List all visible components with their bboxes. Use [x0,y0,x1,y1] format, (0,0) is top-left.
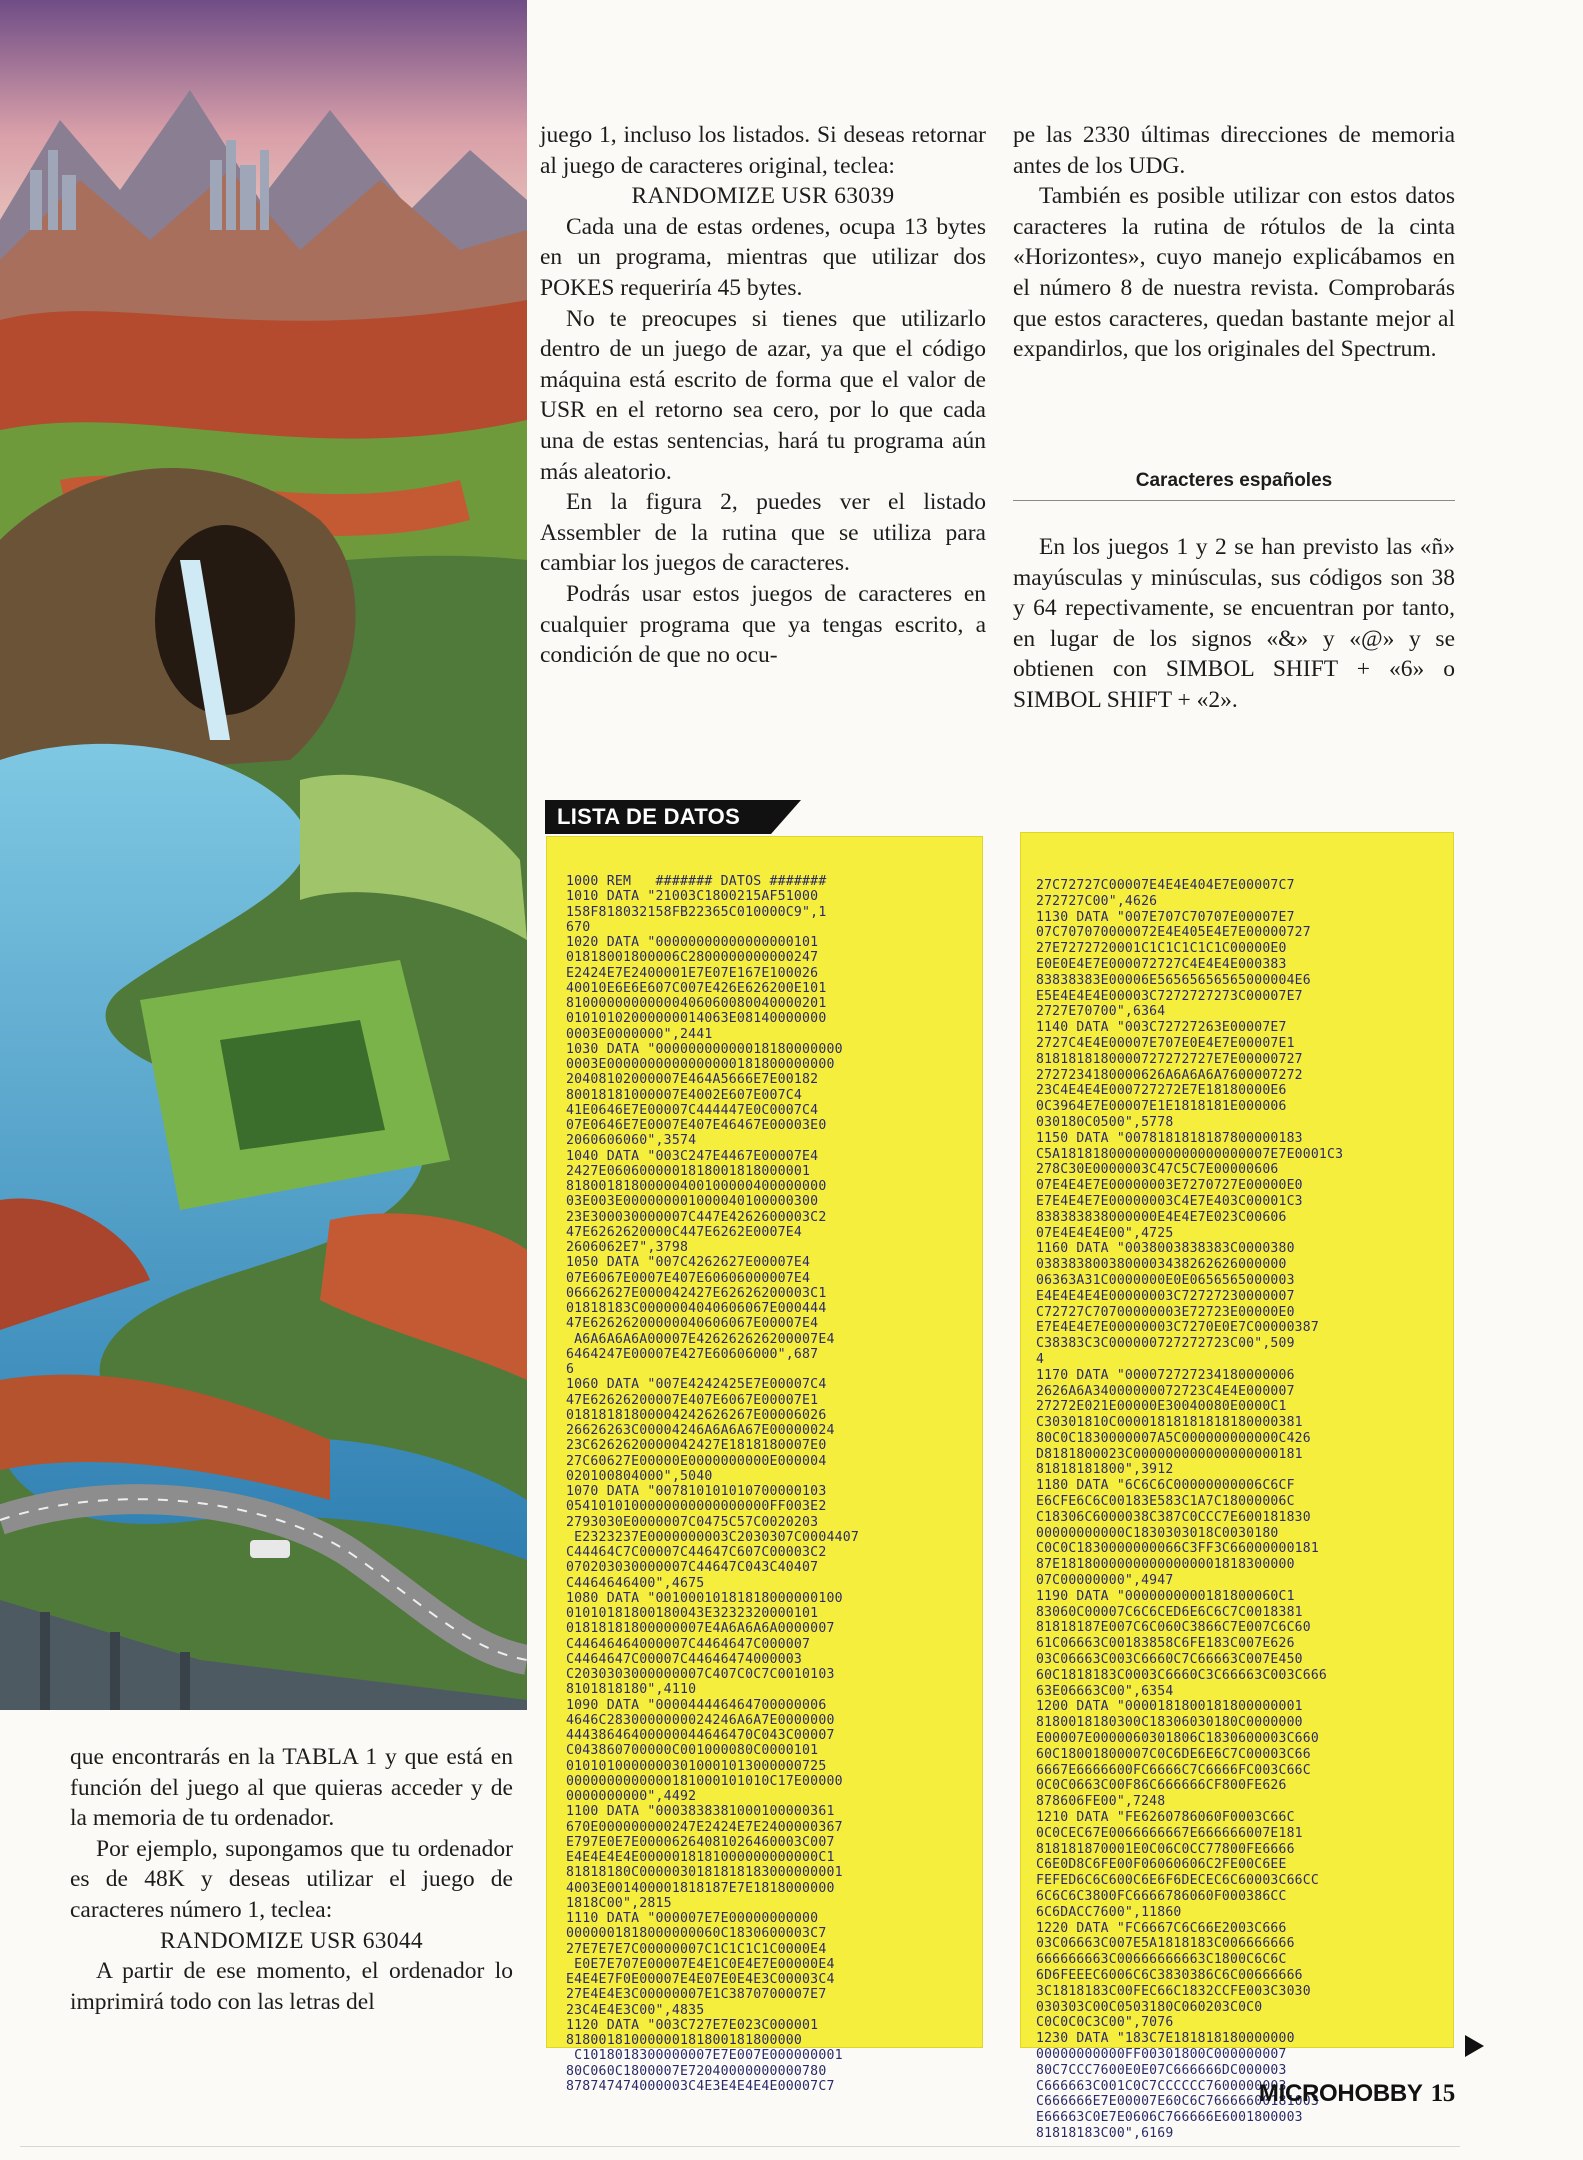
code-line: RANDOMIZE USR 63039 [631,183,895,210]
column-d [1013,532,1455,716]
paragraph: A partir de ese momento, el ordenador lo imprimirá todo con las letras del [70,1958,513,2015]
bottom-rule [20,2146,1460,2147]
paragraph: Cada una de estas ordenes, ocupa 13 bytes en un programa, mientras que utilizar dos POKES requeriría 45 bytes. [540,213,986,301]
column-a [540,120,986,671]
column-c [70,1742,513,2017]
column-b [1013,120,1455,365]
landscape-artwork [0,0,527,1710]
listing-code: 1000 REM ####### DATOS ####### 1010 DATA "21003C1800215AF51000 158F818032158FB22365C010000C9",1 670 1020 DATA "00000000000000000101 01818001800006C2800000000000247 E2424E7E2400001E7E07E167E100026 40010E6E6E607C007E426E626200E101 81000000000000406060080040000201 01010102000000014063E08140000000 0003E0000000",2441 1030 DATA "00000000000018180000000 0003E0000000000000000181800000000 20408102000007E464A5666E7E00182 80018181000007E4002E607E007C4 41E0646E7E00007C444447E0C0007C4 07E0646E7E0007E407E46467E00003E0 2060606060",3574 1040 DATA "003C247E4467E00007E4 2427E0606000001818001818000001 81800181800000400100000400000000 03E003E000000001000040100000300 23E300030000007C447E4262600003C2 47E6262620000C447E6262E0007E4 2606062E7",3798 1050 DATA "007C4262627E00007E4 07E6067E0007E407E60606000007E4 06662627E000042427E62626200003C1 01818183C0000004040606067E000444 47E62626200000040606067E00007E4 A6A6A6A6A00007E426262626200007E4 6464247E00007E427E60606000",687 6 1060 DATA "007E4242425E7E00007C4 47E62626200007E407E6067E00007E1 01818181800004242626267E00006026 26626263C00004246A6A6A67E00000024 23C6262620000042427E1818180007E0 27C60627E00000E0000000000E000004 020100804000",5040 1070 DATA "007810101010700000103 0541010100000000000000000FF003E2 2793030E0000007C0475C57C0020203 E2323237E0000000003C2030307C0004407 C44464C7C00007C44647C607C00003C2 070203030000007C44647C043C40407 C4464646400",4675 1080 DATA "00100010181818000000100 01010181800180043E3232320000101 01818181800000007E4A6A6A6A0000007 C44646464000007C4464647C000007 C4464647C00007C44646474000003 C2030303000000007C407C0C7C0010103 8101818180",4110 1090 DATA "000044446464700000006 4646C2830000000024246A6A7E0000000 44438646400000044646470C043C00007 C043860700000C001000080C0000101 01010100000003010001013000000725 0000000000000181000101010C17E00000 0000000000",4492 1100 DATA "0003838381000100000361 670E000000000247E2424E7E2400000367 E797E0E7E00006264081026460003C007 E4E4E4E4E0000018181000000000000C1 81818180C0000030181818183000000001 4003E001400001818187E7E1818000000 1818C00",2815 1110 DATA "000007E7E00000000000 0000001818000000060C1830600003C7 27E7E7E7C00000007C1C1C1C1C0000E4 E0E7E707E00007E4E1C0E4E7E00000E4 E4E4E7F0E00007E4E07E0E4E3C00003C4 27E4E4E3C00000007E1C3870700007E7 23C4E4E3C00",4835 1120 DATA "003C727E7E023C000001 81800181000000181800181800000 C1018018300000007E7E007E000000001 80C060C1800007E72040000000000780 878747474000003C4E3E4E4E4E00007C7 [566,874,860,2094]
paragraph: En los juegos 1 y 2 se han previsto las «ñ» mayúsculas y minúsculas, sus códigos son 38 y 64 repectivamente, se encuentran por tanto, en lugar de los signos «&» y «@» y se obtienen con SIMBOL SHIFT + «6» o SIMBOL SHIFT + «2». [1013,534,1455,713]
continue-arrow-icon [1465,2035,1484,2057]
paragraph: Por ejemplo, supongamos que tu ordenador es de 48K y deseas utilizar el juego de caracteres número 1, teclea: [70,1835,513,1923]
listing-code: 27C72727C00007E4E4E404E7E00007C7 272727C00",4626 1130 DATA "007E707C70707E00007E7 07C707070000072E4E405E4E7E00000727 27E7272720001C1C1C1C1C1C00000E0 E0E0E4E7E000072727C4E4E4E000383 83838383E00006E56565656565000004E6 E5E4E4E4E00003C7272727273C00007E7 2727E70700",6364 1140 DATA "003C72727263E00007E7 2727C4E4E00007E707E0E4E7E00007E1 8181818180000727272727E7E00000727 2727234180000626A6A6A6A7600007272 23C4E4E4E000727272E7E18180000E6 0C3964E7E00007E1E1818181E000006 030180C0500",5778 1150 DATA "0078181818187800000183 C5A18181800000000000000000007E7E0001C3 278C30E0000003C47C5C7E00000606 07E4E4E7E00000003E7270727E00000E0 E7E4E4E7E00000003C4E7E403C00001C3 838383838000000E4E4E7E023C00606 07E4E4E4E00",4725 1160 DATA "0038003838383C0000380 0383838003800003438262626000000 06363A31C0000000E0E0656565000003 E4E4E4E4E00000003C72727230000007 C72727C70700000003E72723E00000E0 E7E4E4E7E00000003C7270E0E7C00000387 C38383C3C000000727272723C00",509 4 1170 DATA "000072727234180000006 2626A6A34000000072723C4E4E000007 27272E021E00000E30040080E0000C1 C30301810C00001818181818180000381 80C0C1830000007A5C000000000000C426 D8181800023C000000000000000000181 81818181800",3912 1180 DATA "6C6C6C00000000006C6CF E6CFE6C6C00183E583C1A7C18000006C C18306C6000038C387C0CCC7E600181830 00000000000C1830303018C0030180 C0C0C1830000000066C3FF3C66000000181 87E18180000000000000001818300000 07C00000000",4947 1190 DATA "0000000000181800060C1 83060C00007C6C6CED6E6C6C7C0018381 81818187E007C6C060C3866C7E007C6C60 61C06663C00183858C6FE183C007E626 03C06663C003C6660C7C66663C007E450 60C1818183C0003C6660C3C66663C003C666 63E06663C00",6354 1200 DATA "0000181800181800000001 8180018180300C18306030180C0000000 E00007E0000060301806C1830600003C660 60C18001800007C0C6DE6E6C7C00003C66 6667E6666600FC6666C7C6666FC003C66C 0C0C0663C00F86C666666CF800FE626 878606FE00",7248 1210 DATA "FE6260786060F0003C66C 0C0CEC67E0066666667E666666007E181 818181870001E0C06C0CC77800FE6666 C6E0D8C6FE00F06060606C2FE00C6EE FEFED6C6C600C6E6F6DECEC6C60003C66CC 6C6C6C3800FC6666786060F000386CC 6C6DACC7600",11860 1220 DATA "FC6667C6C66E2003C666 03C06663C007E5A1818183C006666666 666666663C00666666663C1800C6C6C 6D6FEEEC6006C6C3830386C6C00666666 3C1818183C00FEC66C1832CCFE003C3030 030303C00C0503180C060203C0C0 C0C0C0C3C00",7076 1230 DATA "183C7E181818180000000 00000000000FF00301800C000000007 80C7CCC7600E0E07C666666DC000003 C666663C001C0C7CCCCCC7600000003 C666666E7E00007E60C6C76666600181003 E66663C0E7E0606C766666E6001800003 81818183C00",6169 [1036,878,1344,2141]
paragraph: pe las 2330 últimas direcciones de memoria antes de los UDG. [1013,122,1455,179]
paragraph: En la figura 2, puedes ver el listado Assembler de la rutina que se utiliza para cambiar los juegos de caracteres. [540,489,986,577]
code-line: RANDOMIZE USR 63044 [160,1927,423,1954]
section-heading: Caracteres españoles [1013,470,1455,501]
paragraph: juego 1, incluso los listados. Si deseas retornar al juego de caracteres original, teclea: [540,122,986,179]
paragraph: No te preocupes si tienes que utilizarlo dentro de un juego de azar, ya que el código máquina está escrito de forma que el valor de USR en el retorno sea cero, por lo que cada una de estas sentencias, hará tu programa aún más aleatorio. [540,305,986,485]
magazine-name: MICROHOBBY [1258,2080,1423,2107]
paragraph: que encontrarás en la TABLA 1 y que está en función del juego al que quieras acceder y de la memoria de tu ordenador. [70,1744,513,1832]
page-number: 15 [1430,2080,1455,2107]
data-list-label [545,800,801,834]
data-listing-left [546,836,983,2094]
page-footer [1240,2080,1455,2108]
landscape-illustration [0,0,527,1710]
data-list-label-text: LISTA DE DATOS [557,804,741,829]
paragraph: También es posible utilizar con estos datos caracteres la rutina de rótulos de la cinta «Horizontes», cuyo manejo explicábamos en el número 8 de nuestra revista. Comprobarás que estos caracteres, quedan bastante mejor al expandirlos, que los originales del Spectrum. [1013,183,1455,363]
paragraph: Podrás usar estos juegos de caracteres en cualquier programa que ya tengas escrito, a condición de que no ocu- [540,580,986,669]
